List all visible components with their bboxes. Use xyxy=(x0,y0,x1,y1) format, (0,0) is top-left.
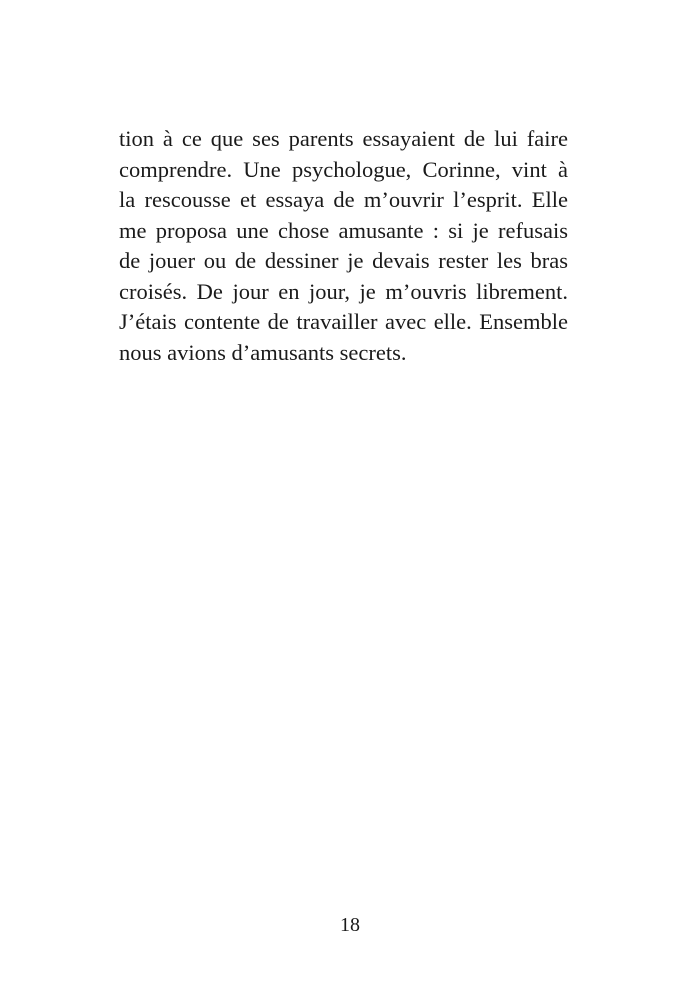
text-line: tion à ce que ses parents essayaient de lui faire xyxy=(119,126,568,151)
body-paragraph xyxy=(119,124,568,368)
text-line: la rescousse et essaya de m’ouvrir l’esprit. Elle xyxy=(119,187,568,212)
text-line: J’étais contente de travailler avec elle. Ensemble xyxy=(119,309,568,334)
text-line: nous avions d’amusants secrets. xyxy=(119,339,407,365)
text-line: comprendre. Une psychologue, Corinne, vint à xyxy=(119,156,568,182)
text-line: de jouer ou de dessiner je devais rester les bras xyxy=(119,248,568,273)
text-line: me proposa une chose amusante : si je refusais xyxy=(119,217,568,243)
page-number: 18 xyxy=(340,914,360,936)
text-line: croisés. De jour en jour, je m’ouvris librement. xyxy=(119,278,568,304)
